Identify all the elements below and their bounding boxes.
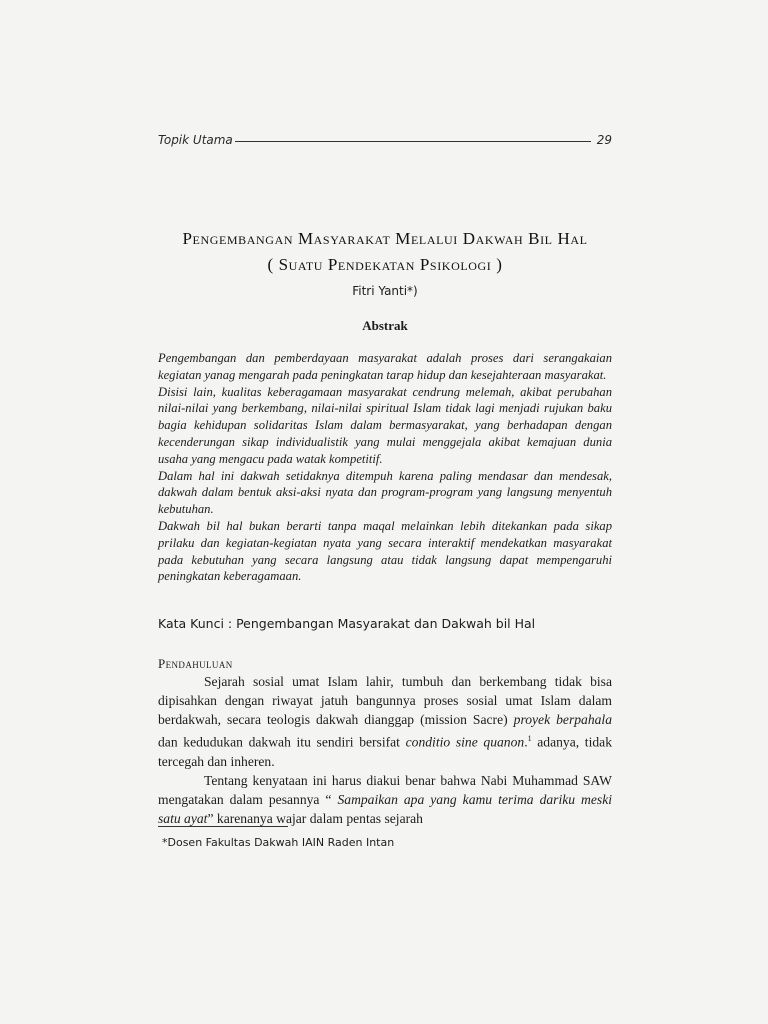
body-paragraph-2 xyxy=(158,771,612,828)
abstract-body xyxy=(158,350,612,585)
body-text xyxy=(158,672,612,828)
title-line-1: Pengembangan Masyarakat Melalui Dakwah Bil Hal xyxy=(182,229,588,248)
body-text-span: adanya, tidak tercegah dan inheren. xyxy=(158,734,612,769)
keywords: Kata Kunci : Pengembangan Masyarakat dan Dakwah bil Hal xyxy=(158,616,536,631)
body-text-span: Tentang kenyataan ini harus diakui benar bahwa Nabi Muhammad SAW mengatakan dalam pesannya “ xyxy=(158,772,612,807)
abstract-paragraph: Disisi lain, kualitas keberagamaan masyarakat cendrung melemah, akibat perubahan nilai-nilai yang berkembang, nilai-nilai spiritual Islam tidak lagi menjadi rujukan baku bagia kehidupan solidaritas Islam dalam bermasyarakat, yang berhadapan dengan kecenderungan sikap individualistik yang mulai menggejala akibat kemajuan dunia usaha yang mengacu pada watak kompetitif. xyxy=(158,384,612,466)
abstract-paragraph: Pengembangan dan pemberdayaan masyarakat adalah proses dari serangakaian kegiatan yanag mengarah pada peningkatan tarap hidup dan kesejahteraan masyarakat. xyxy=(158,351,612,382)
author-name: Fitri Yanti*) xyxy=(352,284,418,298)
article-title xyxy=(158,226,612,278)
body-text-span: Sejarah sosial umat Islam lahir, tumbuh dan berkembang tidak bisa dipisahkan dengan riwayat jatuh bangunnya proses sosial umat Islam dalam berdakwah, secara teologis dakwah dianggap (mission Sacre) xyxy=(158,674,612,727)
abstract-paragraph: Dakwah bil hal bukan berarti tanpa maqal melainkan lebih ditekankan pada sikap prilaku dan kegiatan-kegiatan nyata yang secara interaktif mendekatkan masyarakat pada kebutuhan yang secara langsung atau tidak langsung dapat mempengaruhi peningkatan keberagamaan. xyxy=(158,518,612,584)
section-heading: Pendahuluan xyxy=(158,656,233,671)
running-title: Topik Utama xyxy=(158,133,233,147)
body-text-span: . xyxy=(524,734,528,750)
body-italic-span: Sampaikan apa yang kamu terima dariku meski satu ayat xyxy=(158,791,613,826)
abstract-paragraph: Dalam hal ini dakwah setidaknya ditempuh karena paling mendasar dan mendesak, dakwah dalam bentuk aksi-aksi nyata dan program-program yang langsung menyentuh kebutuhan. xyxy=(158,468,612,517)
body-italic-span: conditio sine quanon xyxy=(405,734,525,750)
running-header xyxy=(158,133,612,147)
footnote: *Dosen Fakultas Dakwah IAIN Raden Intan xyxy=(162,836,395,849)
body-italic-span: proyek berpahala xyxy=(513,712,612,727)
footnote-reference: 1 xyxy=(527,734,532,743)
footnote-rule xyxy=(158,826,288,827)
body-text-span: ” karenanya wajar dalam pentas sejarah xyxy=(207,810,423,826)
header-rule xyxy=(235,141,591,142)
page-number: 29 xyxy=(596,133,612,147)
title-line-2: ( Suatu Pendekatan Psikologi ) xyxy=(267,255,503,274)
body-text-span: dan kedudukan dakwah itu sendiri bersifat xyxy=(158,734,406,750)
abstract-heading: Abstrak xyxy=(362,318,408,333)
body-paragraph-1 xyxy=(158,672,612,771)
